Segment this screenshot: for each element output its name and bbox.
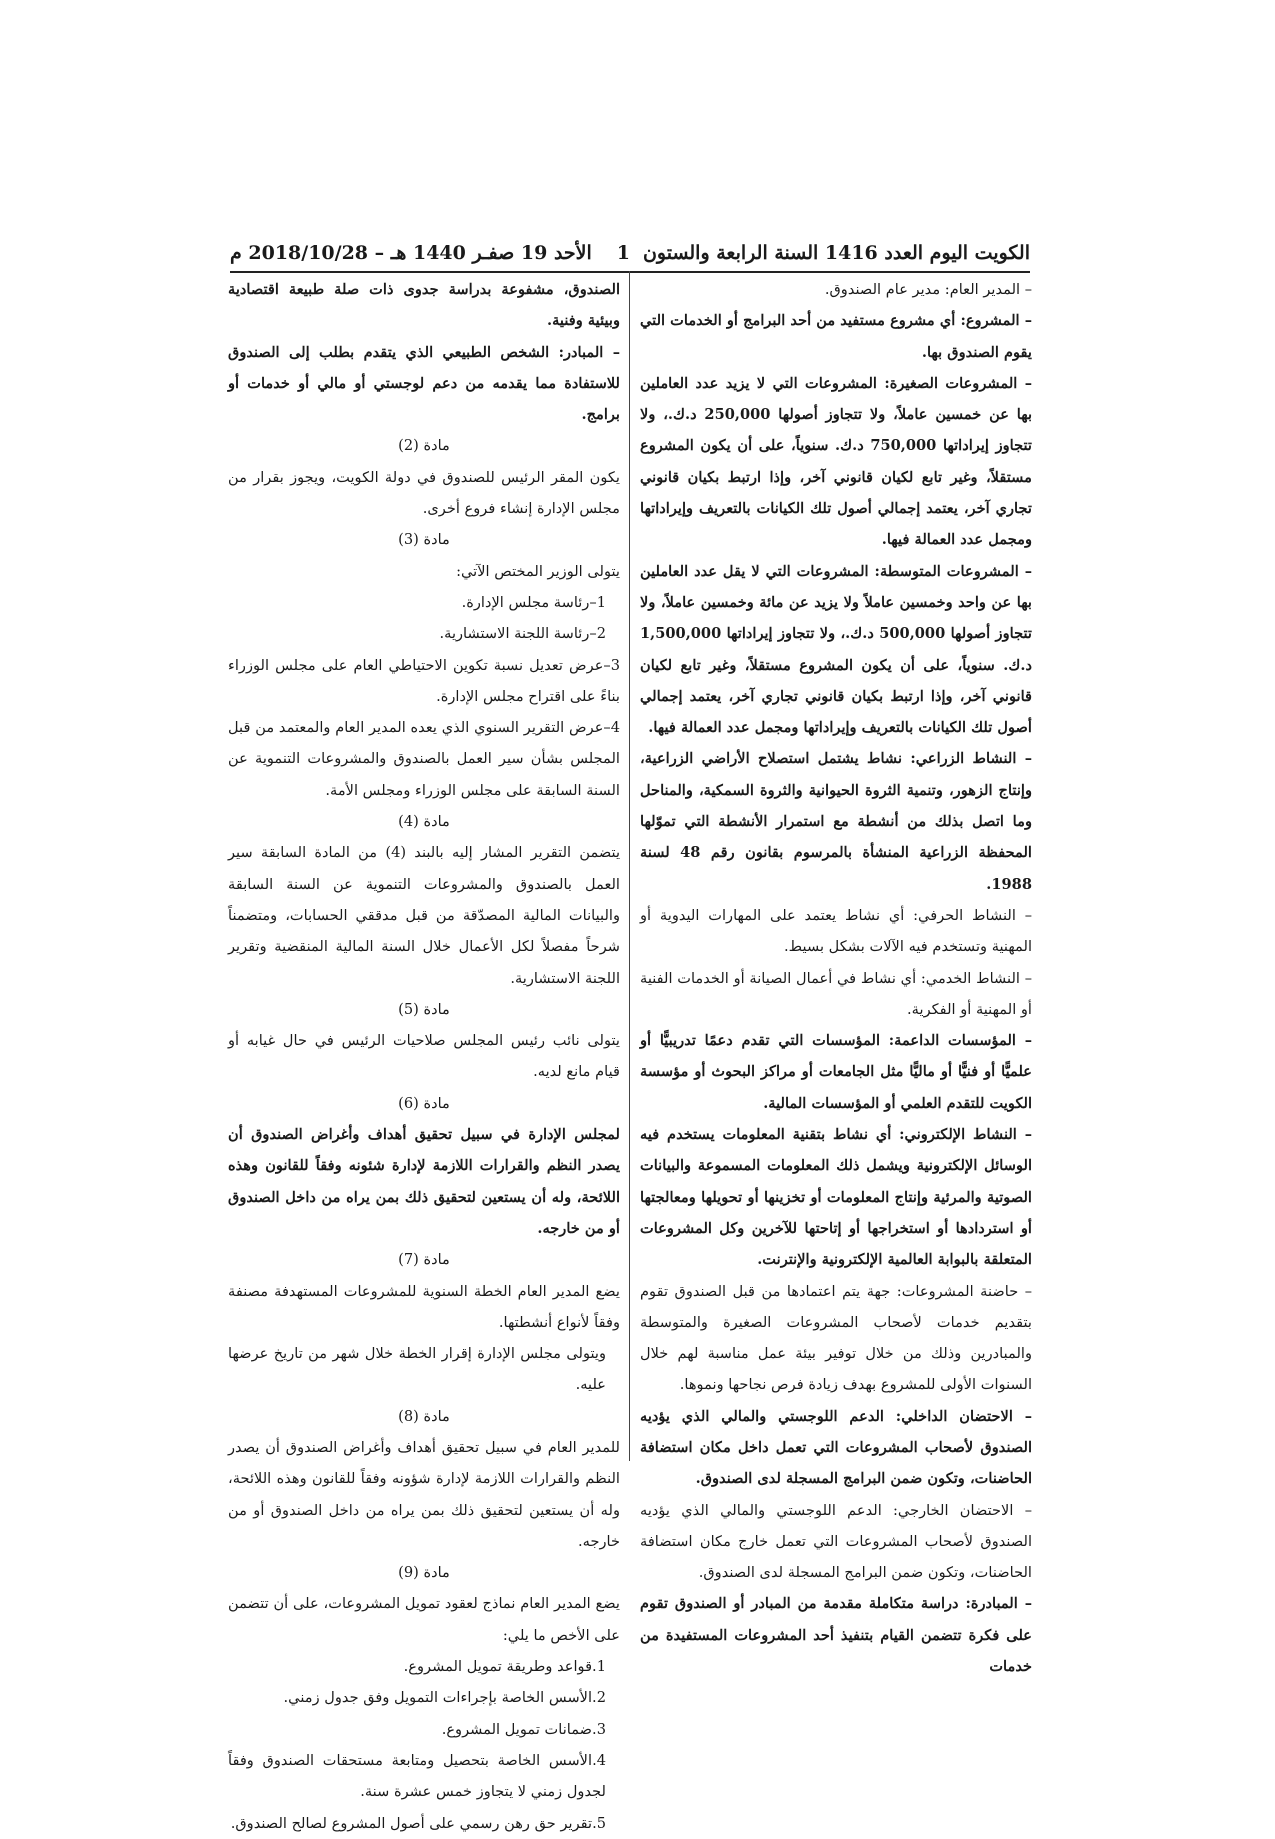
header-date: الأحد 19 صفـر 1440 هـ – 2018/10/28 م [230, 242, 592, 264]
paragraph: 4–عرض التقرير السنوي الذي يعده المدير العام والمعتمد من قبل المجلس بشأن سير العمل بالصندوق والمشروعات التنموية عن السنة السابقة على مجلس الوزراء ومجلس الأمة. [228, 719, 620, 799]
paragraph: – النشاط الخدمي: أي نشاط في أعمال الصيانة أو الخدمات الفنية أو المهنية أو الفكرية. [640, 969, 1032, 1018]
paragraph: يتضمن التقرير المشار إليه بالبند (4) من المادة السابقة سير العمل بالصندوق والمشروعات التنموية عن السنة السابقة والبيانات المالية المصدّقة من قبل مدققي الحسابات، ومتضمناً شرحاً مفصلاً لكل الأعمال خلال السنة المالية المنقضية وتقرير اللجنة الاستشارية. [228, 844, 621, 987]
paragraph: – الاحتضان الخارجي: الدعم اللوجستي والمالي الذي يؤديه الصندوق لأصحاب المشروعات التي تعمل خارج مكان استضافة الحاضنات، وتكون ضمن البرامج المسجلة لدى الصندوق. [640, 1501, 1032, 1582]
paragraph: يتولى الوزير المختص الآتي: [456, 562, 620, 580]
article-heading: مادة (5) [398, 1000, 450, 1018]
paragraph: 3–عرض تعديل نسبة تكوين الاحتياطي العام على مجلس الوزراء بناءً على اقتراح مجلس الإدارة. [228, 656, 620, 705]
paragraph: 2.الأسس الخاصة بإجراءات التمويل وفق جدول زمني. [283, 1689, 606, 1707]
paragraph: – الاحتضان الداخلي: الدعم اللوجستي والمالي الذي يؤديه الصندوق لأصحاب المشروعات التي تعمل داخل مكان استضافة الحاضنات، وتكون ضمن البرامج المسجلة لدى الصندوق. [640, 1407, 1032, 1488]
right-column [640, 274, 1032, 1682]
article-heading: مادة (6) [398, 1094, 450, 1112]
paragraph: يضع المدير العام نماذج لعقود تمويل المشروعات، على أن تتضمن على الأخص ما يلي: [228, 1595, 620, 1644]
paragraph: – المشروعات المتوسطة: المشروعات التي لا يقل عدد العاملين بها عن واحد وخمسين عاملاً ولا يزيد عن مائة وخمسين عاملاً، ولا تتجاوز أصولها 500,000 د.ك.، ولا تتجاوز إيراداتها 1,500,000 د.ك. سنوياً، على أن يكون المشروع مستقلاً، وغير تابع لكيان قانوني آخر، وإذا ارتبط بكيان قانوني تجاري آخر، يعتمد إجمالي أصول تلك الكيانات بالتعريف وإيراداتها ومجمل عدد العمالة فيها. [640, 562, 1032, 737]
paragraph: 2–رئاسة اللجنة الاستشارية. [439, 625, 606, 643]
paragraph: 1.قواعد وطريقة تمويل المشروع. [403, 1658, 606, 1676]
header-rule [230, 271, 1030, 273]
paragraph: يتولى نائب رئيس المجلس صلاحيات الرئيس في حال غيابه أو قيام مانع لديه. [228, 1032, 620, 1081]
paragraph: يكون المقر الرئيس للصندوق في دولة الكويت، ويجوز بقرار من مجلس الإدارة إنشاء فروع أخرى. [228, 468, 620, 518]
paragraph: – المشروع: أي مشروع مستفيد من أحد البرامج أو الخدمات التي يقوم الصندوق بها. [640, 312, 1032, 361]
article-heading: مادة (8) [398, 1407, 450, 1425]
paragraph: – النشاط الحرفي: أي نشاط يعتمد على المهارات اليدوية أو المهنية وتستخدم فيه الآلات بشكل بسيط. [640, 906, 1032, 956]
header-page-number: 1 [616, 242, 630, 264]
paragraph: – المبادر: الشخص الطبيعي الذي يتقدم بطلب إلى الصندوق للاستفادة مما يقدمه من دعم لوجستي أو مالي أو خدمات أو برامج. [228, 343, 620, 424]
paragraph: يضع المدير العام الخطة السنوية للمشروعات المستهدفة مصنفة وفقاً لأنواع أنشطتها. [228, 1282, 620, 1331]
page-header [230, 238, 1030, 268]
paragraph: للمدير العام في سبيل تحقيق أهداف وأغراض الصندوق أن يصدر النظم والقرارات اللازمة لإدارة شؤونه وفقاً للقانون وهذه اللائحة، وله أن يستعين لتحقيق ذلك بمن يراه من داخل الصندوق أو من خارجه. [228, 1438, 620, 1550]
paragraph: – المبادرة: دراسة متكاملة مقدمة من المبادر أو الصندوق تقوم على فكرة تتضمن القيام بتنفيذ أحد المشروعات المستفيدة من خدمات [640, 1595, 1032, 1676]
article-heading: مادة (3) [398, 531, 450, 549]
paragraph: 5.تقرير حق رهن رسمي على أصول المشروع لصالح الصندوق. [230, 1814, 606, 1832]
left-column [228, 274, 620, 1839]
paragraph: – المشروعات الصغيرة: المشروعات التي لا يزيد عدد العاملين بها عن خمسين عاملاً، ولا تتجاوز أصولها 250,000 د.ك.، ولا تتجاوز إيراداتها 750,000 د.ك. سنوياً، على أن يكون المشروع مستقلاً، وغير تابع لكيان قانوني آخر، وإذا ارتبط بكيان قانوني تجاري آخر، يعتمد إجمالي أصول تلك الكيانات بالتعريف وإيراداتها ومجمل عدد العمالة فيها. [640, 374, 1033, 549]
paragraph: – النشاط الإلكتروني: أي نشاط بتقنية المعلومات يستخدم فيه الوسائل الإلكترونية ويشمل ذلك المعلومات المسموعة والبيانات الصوتية والمرئية وإنتاج المعلومات أو تخزينها أو تحويلها ومعالجتها أو استردادها أو استخراجها أو إتاحتها للآخرين وكل المشروعات المتعلقة بالبوابة العالمية الإلكترونية والإنترنت. [640, 1126, 1032, 1269]
paragraph: 1–رئاسة مجلس الإدارة. [461, 593, 606, 611]
paragraph: 4.الأسس الخاصة بتحصيل ومتابعة مستحقات الصندوق وفقاً لجدول زمني لا يتجاوز خمس عشرة سنة. [228, 1751, 606, 1801]
paragraph: 3.ضمانات تمويل المشروع. [441, 1720, 606, 1738]
header-issue-info: الكويت اليوم العدد 1416 السنة الرابعة والستون [642, 242, 1030, 264]
paragraph: الصندوق، مشفوعة بدراسة جدوى ذات صلة طبيعة اقتصادية وبيئية وفنية. [228, 281, 620, 330]
paragraph: – المؤسسات الداعمة: المؤسسات التي تقدم دعمًا تدريبيًّا أو علميًّا أو فنيًّا أو ماليًّا مثل الجامعات أو مراكز البحوث أو مؤسسة الكويت للتقدم العلمي أو المؤسسات المالية. [640, 1032, 1032, 1112]
paragraph: – المدير العام: مدير عام الصندوق. [824, 281, 1032, 298]
article-heading: مادة (2) [398, 437, 450, 455]
paragraph: – حاضنة المشروعات: جهة يتم اعتمادها من قبل الصندوق تقوم بتقديم خدمات لأصحاب المشروعات الصغيرة والمتوسطة والمبادرين وذلك من خلال توفير بيئة عمل مناسبة لهم خلال السنوات الأولى للمشروع بهدف زيادة فرص نجاحها ونموها. [640, 1282, 1032, 1394]
paragraph: لمجلس الإدارة في سبيل تحقيق أهداف وأغراض الصندوق أن يصدر النظم والقرارات اللازمة لإدارة شئونه وفقاً للقانون وهذه اللائحة، وله أن يستعين لتحقيق ذلك بمن يراه من داخل الصندوق أو من خارجه. [228, 1126, 620, 1237]
article-heading: مادة (9) [398, 1564, 450, 1582]
paragraph: ويتولى مجلس الإدارة إقرار الخطة خلال شهر من تاريخ عرضها عليه. [228, 1345, 606, 1394]
paragraph: – النشاط الزراعي: نشاط يشتمل استصلاح الأراضي الزراعية، وإنتاج الزهور، وتنمية الثروة الحيوانية والثروة السمكية، والمناحل وما اتصل بذلك من أنشطة مع استمرار الأنشطة التي تموّلها المحفظة الزراعية المنشأة بالمرسوم بقانون رقم 48 لسنة 1988. [640, 750, 1032, 893]
article-heading: مادة (7) [398, 1251, 450, 1269]
article-heading: مادة (4) [398, 813, 450, 831]
column-divider [629, 271, 630, 1461]
